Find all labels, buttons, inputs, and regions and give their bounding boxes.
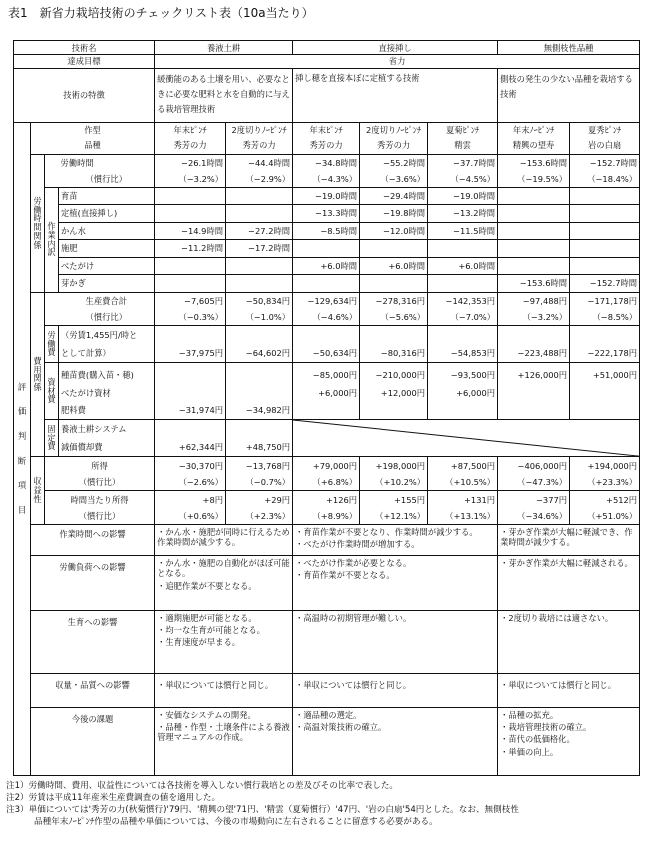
hourly-income-value: +126円 [293,491,360,510]
work-value [155,257,226,275]
hourly-income-value: −377円 [498,491,570,510]
hourly-income-sub-label: （慣行比） [45,509,155,524]
material-value [360,402,428,420]
labor-time-ratio: （−3.2%） [155,172,226,187]
impact-label: 収量・品質への影響 [31,673,155,707]
impact-text: ・高温対策技術の確立。 [295,722,387,733]
variety-7: 岩の白扇 [587,140,622,151]
table-row [14,187,640,205]
goal-label: 達成目標 [14,55,155,68]
impact-text: ・単収については慣行と同じ。 [500,679,617,690]
fixed-cost-value: +48,750円 [226,438,293,457]
work-value: −19.0時間 [293,187,360,205]
hourly-income-value: +512円 [570,491,640,510]
impact-cell-1 [155,610,293,673]
material-value: −210,000円 [360,367,428,385]
impact-text: ・品種の拡充。 [500,709,559,720]
type-col-5 [428,122,498,154]
material-value [226,367,293,385]
fixed-cost-label-2: 減価償却費 [59,438,155,457]
work-value: −19.0時間 [428,187,498,205]
material-value: +6,000円 [293,384,360,402]
labor-cost-value: −50,634円 [293,344,360,363]
impact-label: 今後の課題 [31,707,155,775]
impact-text: ・生育速度が早まる。 [157,637,241,648]
labor-time-ratio: （−3.6%） [360,172,428,187]
row-hourly-income-ratio [14,509,640,524]
work-value [498,257,570,275]
income-ratio: （−47.3%） [498,475,570,490]
material-value: +12,000円 [360,384,428,402]
material-value: +126,000円 [498,367,570,385]
material-value [155,367,226,385]
impact-cell-1 [155,525,293,556]
labor-time-sub-label: （慣行比） [59,172,155,187]
row-feature [14,68,640,122]
table-row [14,205,640,223]
labor-cost-value: −64,602円 [226,344,293,363]
impact-text: ・単価の向上。 [500,746,559,757]
tech-name-1: 養液土耕 [155,41,293,55]
material-value [293,402,360,420]
labor-cost-value: −80,316円 [360,344,428,363]
tech-name-label: 技術名 [14,41,155,55]
work-value: +6.0時間 [428,257,498,275]
variety-4: 秀芳の力 [376,140,411,151]
row-production-cost [14,292,640,310]
row-crop-type [14,122,640,154]
work-value [498,187,570,205]
variety-6: 精興の望寿 [512,140,555,151]
hourly-income-label: 時間当たり所得 [45,491,155,510]
impact-text: ・かん水・施肥が同時に行えるため作業時間が減少する。 [157,527,290,548]
impact-text: ・芽かぎ作業が大幅に軽減される。 [500,558,633,569]
checklist-table [13,40,640,776]
work-value: −11.2時間 [155,240,226,258]
work-value: +6.0時間 [360,257,428,275]
table-row [14,275,640,293]
labor-time-group-label: 労 働 時 間 関 係 [31,154,45,292]
work-item-label: 育苗 [59,187,155,205]
tech-name-2: 直接挿し [293,41,498,55]
table-row [14,367,640,385]
impact-cell-3 [498,525,640,556]
impact-cell-3 [498,556,640,611]
income-value: −13,768円 [226,456,293,475]
work-item-label: 芽かぎ [59,275,155,293]
row-impact-yield [14,673,640,707]
type-6: 年末ﾉｰﾋﾟﾝﾁ [512,125,555,136]
row-production-cost-ratio [14,310,640,325]
labor-cost-value: −223,488円 [498,344,570,363]
table-row [14,240,640,258]
material-value: −85,000円 [293,367,360,385]
feature-1: 緩衝能のある土壌を用い、必要なときに必要な肥料と水を自動的に与える栽培管理技術 [155,68,293,122]
row-hourly-income [14,491,640,510]
work-value [226,187,293,205]
material-value [570,384,640,402]
impact-cell-2 [293,610,498,673]
impact-text: ・かん水・施肥の自動化がほぼ可能となる。 [157,558,290,579]
variety-5: 精雲 [454,140,471,151]
labor-time-value: −55.2時間 [360,154,428,172]
production-cost-value: −7,605円 [155,292,226,310]
labor-time-value: −153.6時間 [498,154,570,172]
feature-3: 側枝の発生の少ない品種を栽培する技術 [498,68,640,122]
production-cost-value: −278,316円 [360,292,428,310]
production-cost-ratio: （−5.6%） [360,310,428,325]
work-value [428,275,498,293]
income-ratio: （−0.7%） [226,475,293,490]
type-2: 2度切りﾉｰﾋﾟﾝﾁ [231,125,287,136]
impact-text: ・苗代の低価格化。 [500,734,575,745]
table-row [14,384,640,402]
row-impact-growth [14,610,640,673]
work-value: −19.8時間 [360,205,428,223]
impact-text: ・単収については慣行と同じ。 [157,679,274,690]
impact-cell-3 [498,610,640,673]
labor-time-ratio: （−4.3%） [293,172,360,187]
work-value [498,205,570,223]
not-applicable-diagonal [293,419,640,456]
labor-time-ratio: （−2.9%） [226,172,293,187]
tech-name-3: 無側枝性品種 [498,41,640,55]
table-title: 表1 新省力栽培技術のチェックリスト表（10a当たり） [8,6,314,20]
income-value: −406,000円 [498,456,570,475]
work-value [360,275,428,293]
impact-text: ・2度切り栽培には適さない。 [500,612,614,623]
work-value [428,240,498,258]
variety-2: 秀芳の力 [242,140,276,151]
row-goal [14,55,640,68]
row-income [14,456,640,475]
labor-cost-value: −54,853円 [428,344,498,363]
production-cost-value: −129,634円 [293,292,360,310]
material-value: +6,000円 [428,384,498,402]
material-value [428,402,498,420]
fixed-cost-label-1: 養液土耕システム [59,419,155,438]
labor-time-label: 労働時間 [59,154,155,172]
work-value [570,240,640,258]
impact-cell-3 [498,673,640,707]
production-cost-ratio: （−0.3%） [155,310,226,325]
work-value: −29.4時間 [360,187,428,205]
type-col-6 [498,122,570,154]
work-item-label: べたがけ [59,257,155,275]
labor-time-value: −37.7時間 [428,154,498,172]
labor-time-value: −152.7時間 [570,154,640,172]
impact-text: ・芽かぎ作業が大幅に軽減でき、作業時間が減少する。 [500,527,633,548]
work-value [570,257,640,275]
production-cost-ratio: （−7.0%） [428,310,498,325]
income-value: −30,370円 [155,456,226,475]
work-value [226,257,293,275]
work-detail-label: 作 業 内 訳 [45,187,59,292]
income-value: +79,000円 [293,456,360,475]
work-value [155,205,226,223]
work-value: −152.7時間 [570,275,640,293]
type-variety-label [31,122,155,154]
labor-time-value: −34.8時間 [293,154,360,172]
material-value: −93,500円 [428,367,498,385]
production-cost-label: 生産費合計 [59,292,155,310]
variety-label: 品種 [84,140,101,151]
impact-text: ・安価なシステムの開発。 [157,709,256,720]
production-cost-ratio: （−3.2%） [498,310,570,325]
work-value: −13.2時間 [428,205,498,223]
footnote: 注2）労賃は平成11年産米生産費調査の値を適用した。 [6,793,221,803]
row-impact-future [14,707,640,775]
impact-cell-2 [293,525,498,556]
production-cost-value: −50,834円 [226,292,293,310]
impact-text: ・育苗作業が不要となる。 [295,570,395,581]
impact-cell-1 [155,707,293,775]
hourly-income-ratio: （−34.6%） [498,509,570,524]
impact-cell-3 [498,707,640,775]
work-value [498,222,570,240]
material-value: −34,982円 [226,402,293,420]
footnote: 品種年末ﾉｰﾋﾟﾝﾁ作型の品種や単価については、今後の市場動向に左右されることに留意する必要がある。 [34,817,438,827]
impact-label: 作業時間への影響 [31,525,155,556]
hourly-income-value: +155円 [360,491,428,510]
hourly-income-ratio: （+8.9%） [293,509,360,524]
impact-text: ・適品種の選定。 [295,709,362,720]
impact-text: ・適期施肥が可能となる。 [157,612,257,623]
income-ratio: （+6.8%） [293,475,360,490]
work-item-label: 定植(直接挿し) [59,205,155,223]
crop-type-label: 作型 [84,125,101,136]
hourly-income-value: +8円 [155,491,226,510]
production-cost-ratio: （−4.6%） [293,310,360,325]
feature-label: 技術の特徴 [14,68,155,122]
impact-cell-2 [293,556,498,611]
variety-3: 秀芳の力 [309,140,343,151]
table-row [14,402,640,420]
type-col-3 [293,122,360,154]
impact-text: ・育苗作業が不要となり、作業時間が減少する。 [295,527,478,538]
goal-value: 省力 [155,55,640,68]
impact-text: ・べたがけ作業が必要となる。 [295,558,412,569]
income-ratio: （−2.6%） [155,475,226,490]
work-value: −13.3時間 [293,205,360,223]
hourly-income-value: +29円 [226,491,293,510]
material-item-label: 種苗費(購入苗・穂) [59,367,155,385]
material-item-label: 肥料費 [59,402,155,420]
cost-group-label: 費 用 関 係 [31,292,45,456]
income-value: +87,500円 [428,456,498,475]
material-value [570,402,640,420]
eval-items-label: 評 価 判 断 項 目 [14,122,31,775]
row-income-ratio [14,475,640,490]
row-impact-load [14,556,640,611]
variety-1: 秀芳の力 [173,140,207,151]
material-value [155,384,226,402]
table-row [14,257,640,275]
material-value: +51,000円 [570,367,640,385]
impact-label: 労働負荷への影響 [31,556,155,611]
work-value [570,205,640,223]
work-value [570,222,640,240]
row-labor-cost [14,325,640,344]
impact-text: ・べたがけ作業時間が増加する。 [295,539,420,550]
work-value: +6.0時間 [293,257,360,275]
income-ratio: （+10.5%） [428,475,498,490]
work-value [360,240,428,258]
work-value [293,275,360,293]
impact-text: ・栽培管理技術の確立。 [500,722,592,733]
row-tech-name [14,41,640,55]
labor-time-value: −44.4時間 [226,154,293,172]
impact-cell-1 [155,556,293,611]
work-value [226,205,293,223]
labor-time-ratio: （−4.5%） [428,172,498,187]
diagonal-line [293,420,639,456]
work-value [498,240,570,258]
footnote: 注3）単価については'秀芳の力(秋菊慣行)'79円、'精興の望'71円、'精雲（夏菊慣行）'47円、'岩の白扇'54円とした。なお、無側枝性 [6,805,519,815]
work-value [293,240,360,258]
type-col-4 [360,122,428,154]
income-value: +194,000円 [570,456,640,475]
work-value: −12.0時間 [360,222,428,240]
impact-cell-2 [293,673,498,707]
production-cost-sub-label: （慣行比） [59,310,155,325]
income-label: 所得 [45,456,155,475]
impact-text: ・単収については慣行と同じ。 [295,679,412,690]
impact-cell-2 [293,707,498,775]
work-value: −8.5時間 [293,222,360,240]
impact-text: ・品種・作型・土壌条件による養液管理マニュアルの作成。 [157,722,290,743]
production-cost-value: −171,178円 [570,292,640,310]
fixed-cost-value: +62,344円 [155,438,226,457]
type-1: 年末ﾋﾟﾝﾁ [173,125,207,136]
work-value: −153.6時間 [498,275,570,293]
type-3: 年末ﾋﾟﾝﾁ [309,125,343,136]
income-ratio: （+23.3%） [570,475,640,490]
row-fixed-cost [14,419,640,438]
hourly-income-ratio: （+13.1%） [428,509,498,524]
profit-group-label: 収 益 性 [31,456,45,524]
labor-cost-label: 労 働 費 [45,325,59,362]
work-item-label: かん水 [59,222,155,240]
production-cost-value: −97,488円 [498,292,570,310]
production-cost-ratio: （−1.0%） [226,310,293,325]
labor-cost-note-2: として計算） [59,344,155,363]
table-row [14,222,640,240]
row-impact-worktime [14,525,640,556]
labor-cost-value: −37,975円 [155,344,226,363]
work-value [226,275,293,293]
labor-time-value: −26.1時間 [155,154,226,172]
fixed-cost-label: 固 定 費 [45,419,59,456]
feature-2: 挿し穂を直接本ぼに定植する技術 [293,68,498,122]
footnotes [6,780,519,828]
impact-text: ・追肥作業が不要となる。 [157,580,257,591]
material-value [498,402,570,420]
type-col-2 [226,122,293,154]
labor-cost-note-1: （労賃1,455円/時と [59,325,155,344]
hourly-income-value: +131円 [428,491,498,510]
type-4: 2度切りﾉｰﾋﾟﾝﾁ [366,125,422,136]
type-5: 夏菊ﾋﾟﾝﾁ [445,125,480,136]
impact-cell-1 [155,673,293,707]
row-labor-time-ratio [14,172,640,187]
work-value: −14.9時間 [155,222,226,240]
work-value [155,275,226,293]
work-value: −27.2時間 [226,222,293,240]
work-value: −17.2時間 [226,240,293,258]
work-value [570,187,640,205]
type-col-7 [570,122,640,154]
material-cost-label: 資 材 費 [45,363,59,420]
income-value: +198,000円 [360,456,428,475]
impact-label: 生育への影響 [31,610,155,673]
impact-text: ・高温時の初期管理が難しい。 [295,612,412,623]
material-item-label: べたがけ資材 [59,384,155,402]
hourly-income-ratio: （+51.0%） [570,509,640,524]
type-col-1 [155,122,226,154]
row-labor-cost-values [14,344,640,363]
labor-time-ratio: （−18.4%） [570,172,640,187]
impact-text: ・均一な生育が可能となる。 [157,625,265,636]
hourly-income-ratio: （+0.6%） [155,509,226,524]
row-labor-time [14,154,640,172]
material-value [498,384,570,402]
income-ratio: （+10.2%） [360,475,428,490]
work-item-label: 施肥 [59,240,155,258]
material-value [226,384,293,402]
production-cost-value: −142,353円 [428,292,498,310]
hourly-income-ratio: （+12.1%） [360,509,428,524]
labor-cost-value: −222,178円 [570,344,640,363]
income-sub-label: （慣行比） [45,475,155,490]
footnote: 注1）労働時間、費用、収益性については各技術を導入しない慣行栽培との差及びその比率で表した。 [6,781,399,791]
material-value: −31,974円 [155,402,226,420]
type-7: 夏秀ﾋﾟﾝﾁ [587,125,622,136]
production-cost-ratio: （−8.5%） [570,310,640,325]
work-value [155,187,226,205]
work-value: −11.5時間 [428,222,498,240]
hourly-income-ratio: （+2.3%） [226,509,293,524]
labor-time-ratio: （−19.5%） [498,172,570,187]
